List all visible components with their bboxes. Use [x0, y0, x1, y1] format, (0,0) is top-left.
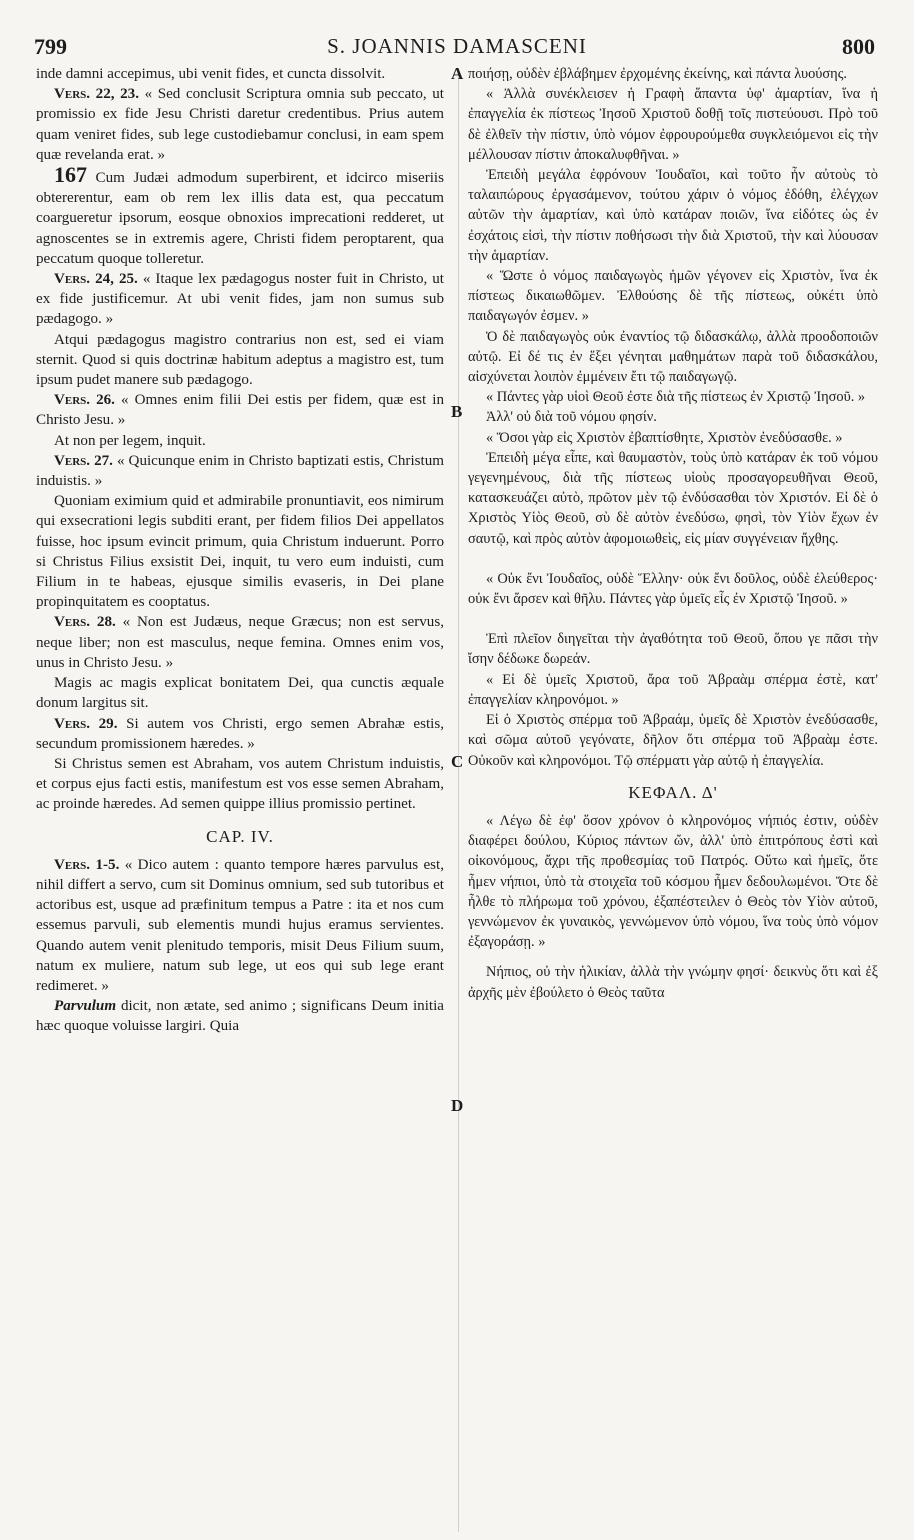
section-marker-a: A — [451, 64, 464, 83]
latin-paragraph: Vers. 28. « Non est Judæus, neque Græcus; non est servus, neque liber; non est masculus, neque femina. Omnes enim vos, unus in Christo Jesu. » — [36, 614, 444, 671]
greek-paragraph: Ἀλλ' οὐ διὰ τοῦ νόμου φησίν. — [486, 409, 657, 426]
latin-paragraph: inde damni accepimus, ubi venit fides, et cuncta dissolvit. — [36, 66, 386, 82]
greek-paragraph: « Εἰ δὲ ὑμεῖς Χριστοῦ, ἄρα τοῦ Ἀβραὰμ σπέρμα ἐστὲ, κατ' ἐπαγγελίαν κληρονόμοι. » — [468, 671, 878, 708]
section-marker-b: B — [451, 402, 463, 421]
greek-paragraph: Ἐπειδὴ μέγα εἶπε, καὶ θαυμαστὸν, τοὺς ὑπὸ κατάραν ἐκ τοῦ νόμου γεγενημένους, διὰ τῆς πίστεως υἱοὺς προσαγορευθῆναι Θεοῦ, κατασκευάζει αὐτὸ, πρῶτον μὲν τῷ ἐνδύσασθαι τὸν Χριστόν. Εἰ δὲ ὁ Χριστὸς Υἱὸς Θεοῦ, σὺ δὲ αὐτὸν ἐνεδύσω, φησὶ, τὸν Υἱὸν ἔχων ἐν σαυτῷ, καὶ πρὸς αὐτὸν ἀφομοιωθεὶς, εἰς μίαν συγγένειαν ἤχθης. — [468, 449, 878, 547]
greek-paragraph: ποιήσῃ, οὐδὲν ἐβλάβημεν ἐρχομένης ἐκείνης, καὶ πάντα λυούσης. — [468, 66, 847, 82]
greek-paragraph: Ἐπὶ πλεῖον διηγεῖται τὴν ἀγαθότητα τοῦ Θεοῦ, ὅπου γε πᾶσι τὴν ἴσην δέδωκε δωρεάν. — [468, 631, 878, 668]
verse-label: Vers. 27. — [54, 452, 113, 469]
greek-paragraph: Νήπιος, οὐ τὴν ἡλικίαν, ἀλλὰ τὴν γνώμην φησί· δεικνὺς ὅτι καὶ ἐξ ἀρχῆς μὲν ἐβούλετο ὁ Θεὸς ταῦτα — [468, 964, 878, 1001]
verse-label: Vers. 29. — [54, 715, 118, 732]
latin-column — [36, 64, 444, 1037]
page-number-right: 800 — [842, 34, 875, 59]
latin-paragraph: Vers. 24, 25. « Itaque lex pædagogus noster fuit in Christo, ut ex fide justificemur. At ubi venit fides, jam non sumus sub pædagogo. » — [36, 271, 445, 328]
column-divider — [458, 72, 459, 1532]
latin-paragraph: Magis ac magis explicat bonitatem Dei, qua cunctis æquale donum largitus sit. — [36, 675, 444, 712]
latin-paragraph: Atqui pædagogus magistro contrarius non est, sed ei viam sternit. Quod si quis doctrinæ habitum adeptus a magistro est, tum ipsum pudet manere sub pædagogo. — [36, 331, 444, 389]
greek-paragraph: Εἰ ὁ Χριστὸς σπέρμα τοῦ Ἀβραάμ, ὑμεῖς δὲ Χριστὸν ἐνεδύσασθε, καὶ σῶμα αὐτοῦ γεγόνατε, δῆλον ὅτι σπέρμα τοῦ Ἀβραὰμ ἐστε. Οὐκοῦν καὶ κληρονόμοι. Τῷ σπέρματι γὰρ αὐτῷ ἡ ἐπαγγελία. — [468, 712, 878, 769]
verse-label: Vers. 28. — [54, 614, 116, 631]
section-marker-d: D — [451, 1096, 464, 1115]
greek-paragraph: « Ὥστε ὁ νόμος παιδαγωγὸς ἡμῶν γέγονεν εἰς Χριστὸν, ἵνα ἐκ πίστεως δικαιωθῶμεν. Ἐλθούσης δὲ τῆς πίστεως, οὐκέτι ὑπὸ παιδαγωγόν ἐσμεν. » — [468, 268, 878, 325]
latin-paragraph: Vers. 29. Si autem vos Christi, ergo semen Abrahæ estis, secundum promissionem hæredes. » — [36, 715, 445, 752]
italic-term: Parvulum — [54, 998, 117, 1015]
latin-paragraph: Si Christus semen est Abraham, vos autem Christum induistis, et corpus ejus facti estis, manifestum est vos esse semen Abraham, ac proinde hæredes. Ad semen quippe illius promissio pertinet. — [36, 755, 444, 813]
latin-paragraph: At non per legem, inquit. — [54, 432, 206, 449]
section-marker-c: C — [451, 752, 464, 771]
verse-label: Vers. 22, 23. — [54, 86, 139, 103]
greek-paragraph: « Ἀλλὰ συνέκλεισεν ἡ Γραφὴ ἅπαντα ὑφ' ἁμαρτίαν, ἵνα ἡ ἐπαγγελία ἐκ πίστεως Ἰησοῦ Χριστοῦ δοθῇ τοῖς πιστεύουσι. Πρὸ τοῦ δὲ ἐλθεῖν τὴν πίστιν, ὑπὸ νόμον ἐφρουρούμεθα συγκλειόμενοι εἰς τὴν μέλλουσαν πίστιν ἀποκαλυφθῆναι. » — [468, 86, 878, 163]
chapter-heading: ΚΕΦΑΛ. Δ' — [628, 782, 718, 802]
latin-paragraph: Vers. 22, 23. « Sed conclusit Scriptura omnia sub peccato, ut promissio ex fide Jesu Christi daretur credentibus. Prius autem quam veniret fides, sub lege custodiebamur conclusi, in eam spem quæ revelanda erat. » — [36, 86, 444, 163]
latin-paragraph: Quoniam eximium quid et admirabile pronuntiavit, eos nimirum qui exsecrationi legis subditi erant, per fidem filios Dei appellatos fuisse, hoc ipsum evincit primum, quia Christum induerunt. Porro si Christus Filius exsistit Dei, inquit, tu vero eum induisti, cum Filium in te habeas, ejusque similis evaseris, in Dei plane propinquitatem es cooptatus. — [36, 493, 444, 611]
latin-paragraph: Vers. 26. « Omnes enim filii Dei estis per fidem, quæ est in Christo Jesu. » — [36, 392, 445, 429]
page-number-left: 799 — [34, 34, 67, 59]
verse-label: Vers. 1-5. — [54, 856, 120, 873]
verse-label: Vers. 24, 25. — [54, 271, 138, 288]
latin-paragraph: Parvulum dicit, non ætate, sed animo ; significans Deum initia hæc quoque voluisse largiri. Quia — [36, 998, 444, 1035]
column-number: 167 — [54, 162, 87, 188]
latin-paragraph: Vers. 1-5. « Dico autem : quanto tempore hæres parvulus est, nihil differt a servo, cum sit Dominus omnium, sed sub tutoribus et actoribus est, usque ad præfinitum tempus a Patre : ita et nos cum essemus parvuli, sub elementis mundi hujus eramus servientes. Quando autem venit plenitudo temporis, misit Deus Filium suum, natum ex muliere, natum sub lege, ut eos qui sub lege erant redimeret. » — [36, 856, 444, 994]
running-header — [0, 34, 914, 64]
running-title: S. JOANNIS DAMASCENI — [327, 34, 587, 58]
greek-paragraph: Ὁ δὲ παιδαγωγὸς οὐκ ἐναντίος τῷ διδασκάλῳ, ἀλλὰ προοδοποιῶν αὐτῷ. Εἰ δέ τις ἐν ἕξει γένηται μαθημάτων παρὰ τοῦ διδασκάλου, αἰσχύνεται λοιπὸν ἐμμένειν ἔτι τῷ παιδαγωγῷ. — [468, 328, 878, 386]
greek-paragraph: « Οὐκ ἔνι Ἰουδαῖος, οὐδὲ Ἕλλην· οὐκ ἔνι δοῦλος, οὐδὲ ἐλεύθερος· οὐκ ἔνι ἄρσεν καὶ θῆλυ. Πάντες γὰρ ὑμεῖς εἷς ἐν Χριστῷ Ἰησοῦ. » — [468, 570, 878, 608]
greek-column — [468, 64, 878, 1003]
greek-paragraph: « Λέγω δὲ ἐφ' ὅσον χρόνον ὁ κληρονόμος νήπιός ἐστιν, οὐδὲν διαφέρει δούλου, Κύριος πάντων ὤν, ἀλλ' ὑπὸ ἐπιτρόπους ἐστὶ καὶ οἰκονόμους, ἄχρι τῆς προθεσμίας τοῦ Πατρός. Οὕτω καὶ ἡμεῖς, ὅτε ἦμεν νήπιοι, ὑπὸ τὰ στοιχεῖα τοῦ κόσμου ἦμεν δεδουλωμένοι. Ὅτε δὲ ἦλθε τὸ πλήρωμα τοῦ χρόνου, ἐξαπέστειλεν ὁ Θεὸς τὸν Υἱὸν αὐτοῦ, γεννώμενον ἐκ γυναικὸς, γεννώμενον ὑπὸ νόμου, ἵνα τοὺς ὑπὸ νόμον ἐξαγοράσῃ. » — [468, 812, 878, 951]
latin-paragraph: 167 Cum Judæi admodum superbirent, et idcirco miseriis obtererentur, eam ob rem lex illis data est, qua peccatum coargueretur ipsorum, eosque obnoxios imprecationi redderet, ut agnoscentes se in extremis agere, Christi fidem peroptarent, qua peccatum quoque tolleretur. — [36, 162, 444, 267]
greek-paragraph: « Πάντες γὰρ υἱοὶ Θεοῦ ἐστε διὰ τῆς πίστεως ἐν Χριστῷ Ἰησοῦ. » — [486, 389, 866, 406]
chapter-heading: CAP. IV. — [206, 826, 274, 846]
greek-paragraph: Ἐπειδὴ μεγάλα ἐφρόνουν Ἰουδαῖοι, καὶ τοῦτο ἦν αὐτοὺς τὸ ταλαιπώρους ἐργασάμενον, τούτου χάριν ὁ νόμος ἐδόθη, ἐλέγχων αὐτῶν τὴν ἁμαρτίαν, καὶ ὑπὸ κατάραν ποιῶν, ἵνα εἰδότες ὡς ἐν ἐσχάτοις εἰσὶ, τὴν πίστιν ποθήσωσι τὴν διὰ Χριστοῦ, τὴν καὶ λύουσαν τὴν ἁμαρτίαν. — [468, 167, 878, 264]
latin-paragraph: Vers. 27. « Quicunque enim in Christo baptizati estis, Christum induistis. » — [36, 452, 444, 490]
greek-paragraph: « Ὅσοι γὰρ εἰς Χριστὸν ἐβαπτίσθητε, Χριστὸν ἐνεδύσασθε. » — [486, 429, 843, 446]
verse-label: Vers. 26. — [54, 392, 115, 409]
